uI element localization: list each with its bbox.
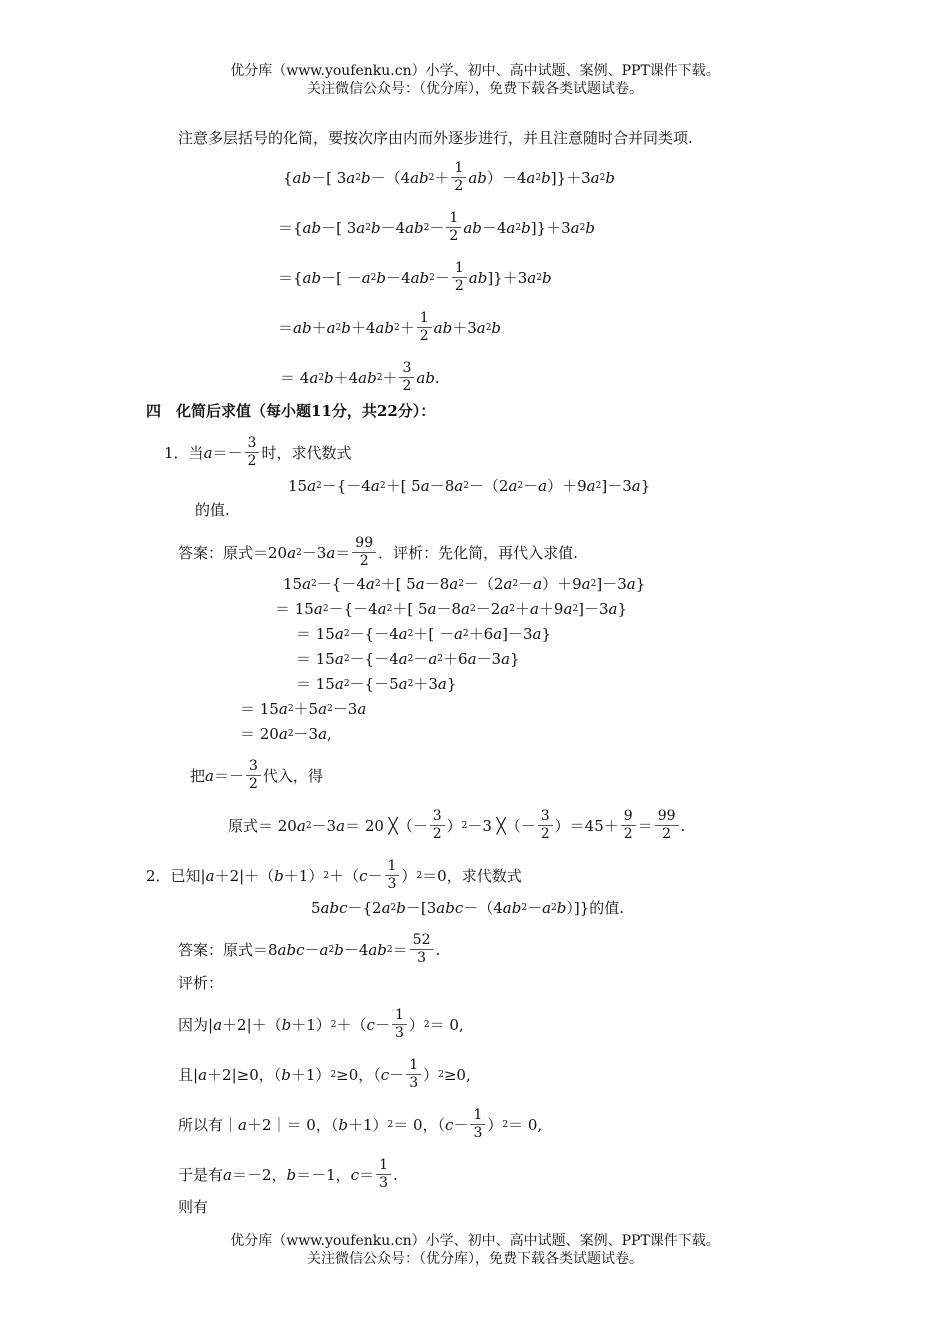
- q1-substitute: 把 a ＝－ $\frac{3}{2}$ 代入，得: [190, 758, 323, 792]
- q2-expr-tail: ）]}的值.: [566, 899, 625, 917]
- expr-step-4: ＝ ab ＋ a 2 b ＋4 ab 2 ＋ $\frac{1}{2}$ ab ＋3 a 2 b: [278, 310, 502, 344]
- q1-step-2: ＝ 15 a 2 －{－4 a 2 ＋[ 5 a －8 a 2 －2 a 2 ＋ a ＋9 a 2 ]－3 a }: [275, 600, 628, 618]
- fraction: $\frac{99}{2}$: [352, 535, 376, 570]
- q2-expression: 5 abc －{2 a 2 b －[3 abc －（4 ab 2 － a 2 b ）]}的值.: [311, 899, 625, 917]
- q1-step-4: ＝ 15 a 2 －{－4 a 2 － a 2 ＋6 a －3 a }: [296, 650, 520, 668]
- q1-answer-label: 答案：原式＝20: [178, 543, 288, 562]
- q2-number: 2．: [146, 866, 171, 885]
- q2-because: 因为 | a ＋2|＋（ b ＋1） 2 ＋（ c － $\frac{1}{3}$ ） 2 ＝ 0,: [178, 1007, 464, 1041]
- q2-prompt: 2． 已知| a ＋2|＋（ b ＋1） 2 ＋（ c － $\frac{1}{3}$ ） 2 ＝0，求代数式: [146, 858, 522, 892]
- expr-step-2: ＝{ ab －[ 3 a 2 b －4 ab 2 － $\frac{1}{2}$ ab －4 a 2 b ]}＋3 a 2 b: [278, 210, 595, 244]
- expr-step-1: { ab －[ 3 a 2 b －（4 ab 2 ＋ $\frac{1}{2}$ ab ）－4 a 2 b ]}＋3 a 2 b: [283, 160, 615, 194]
- intro-text: 注意多层括号的化简，要按次序由内而外逐步进行，并且注意随时合并同类项.: [178, 129, 693, 147]
- fraction: $\frac{3}{2}$: [538, 808, 553, 843]
- fraction: $\frac{3}{2}$: [430, 808, 445, 843]
- fraction: $\frac{1}{3}$: [376, 1157, 391, 1192]
- fraction: $\frac{3}{2}$: [246, 758, 261, 793]
- fraction: $\frac{52}{3}$: [410, 932, 434, 967]
- fraction: $\frac{1}{2}$: [446, 210, 461, 245]
- fraction: $\frac{1}{3}$: [470, 1107, 485, 1142]
- q1-step-6: ＝ 15 a 2 ＋5 a 2 －3 a: [240, 700, 367, 718]
- expr-step-3: ＝{ ab －[ － a 2 b －4 ab 2 － $\frac{1}{2}$ ab ]}＋3 a 2 b: [278, 260, 552, 294]
- fraction: $\frac{1}{2}$: [451, 160, 466, 195]
- fraction: $\frac{3}{2}$: [245, 435, 260, 470]
- fraction: $\frac{9}{2}$: [621, 808, 636, 843]
- q1-expression: 15 a 2 －{－4 a 2 ＋[ 5 a －8 a 2 －（2 a 2 － a ）＋9 a 2 ]－3 a }: [288, 477, 651, 495]
- q2-so: 所以有 ｜ a ＋2｜＝ 0，（ b ＋1） 2 ＝ 0，（ c － $\frac{1}{3}$ ） 2 ＝ 0,: [178, 1107, 543, 1141]
- q1-tail: 的值.: [195, 501, 230, 519]
- q2-then: 则有: [178, 1198, 209, 1216]
- fraction: $\frac{1}{3}$: [406, 1057, 421, 1092]
- section-4-title: 四 化简后求值（每小题11分，共22分）：: [146, 402, 436, 420]
- footer-line-1: 优分库（www.youfenku.cn）小学、初中、高中试题、案例、PPT课件下载。: [230, 1233, 720, 1249]
- q1-step-3: ＝ 15 a 2 －{－4 a 2 ＋[ － a 2 ＋6 a ]－3 a }: [296, 625, 552, 643]
- q1-prompt: 1． 当 a ＝－ $\frac{3}{2}$ 时，求代数式: [164, 435, 352, 469]
- q2-answer: 答案：原式＝8 abc － a 2 b －4 ab 2 ＝ $\frac{52}{3}$ .: [178, 932, 441, 966]
- q2-analysis-label: 评析：: [178, 974, 224, 992]
- q1-substitute-text: 代入，得: [262, 766, 323, 785]
- fraction: $\frac{1}{2}$: [452, 260, 467, 295]
- footer-line-2: 关注微信公众号：（优分库），免费下载各类试题试卷。: [307, 1251, 643, 1267]
- fraction: $\frac{1}{2}$: [417, 310, 432, 345]
- fraction: $\frac{3}{2}$: [399, 360, 414, 395]
- q2-and: 且 | a ＋2|≥0，（ b ＋1） 2 ≥0，（ c － $\frac{1}{3}$ ） 2 ≥0,: [178, 1057, 471, 1091]
- q1-analysis: ．评析：先化简，再代入求值.: [378, 543, 578, 562]
- q2-then-have: 于是有 a ＝－2， b ＝－1， c ＝ $\frac{1}{3}$ .: [178, 1157, 398, 1191]
- q1-final-result: ＝45＋: [569, 816, 619, 835]
- q1-number: 1．: [164, 443, 189, 462]
- q2-answer-label: 答案：原式＝8: [178, 940, 278, 959]
- fraction: $\frac{1}{3}$: [385, 858, 400, 893]
- header-line-2: 关注微信公众号：（优分库），免费下载各类试题试卷。: [307, 81, 643, 97]
- q2-ask-text: ＝0，求代数式: [422, 866, 522, 885]
- q1-ask-suffix: 时，求代数式: [261, 443, 352, 462]
- fraction: $\frac{99}{2}$: [655, 808, 679, 843]
- q1-answer: 答案：原式＝20 a 2 －3 a ＝ $\frac{99}{2}$ ．评析：先化简，再代入求值.: [178, 535, 578, 569]
- header-line-1: 优分库（www.youfenku.cn）小学、初中、高中试题、案例、PPT课件下载。: [230, 63, 720, 79]
- q1-step-5: ＝ 15 a 2 －{－5 a 2 ＋3 a }: [296, 675, 457, 693]
- fraction: $\frac{1}{3}$: [392, 1007, 407, 1042]
- q1-final: 原式＝ 20 a 2 －3 a ＝ 20 ╳（－ $\frac{3}{2}$ ） 2 －3 ╳（－ $\frac{3}{2}$ ） ＝45＋ $\frac{9}{2}$ ＝ $\frac{99}{2}$ .: [228, 808, 686, 842]
- q1-step-7: ＝ 20 a 2 －3 a ,: [240, 725, 332, 743]
- expr-step-5: ＝ 4 a 2 b ＋4 ab 2 ＋ $\frac{3}{2}$ ab .: [280, 360, 440, 394]
- q1-step-1: 15 a 2 －{－4 a 2 ＋[ 5 a －8 a 2 －（2 a 2 － a ）＋9 a 2 ]－3 a }: [283, 575, 646, 593]
